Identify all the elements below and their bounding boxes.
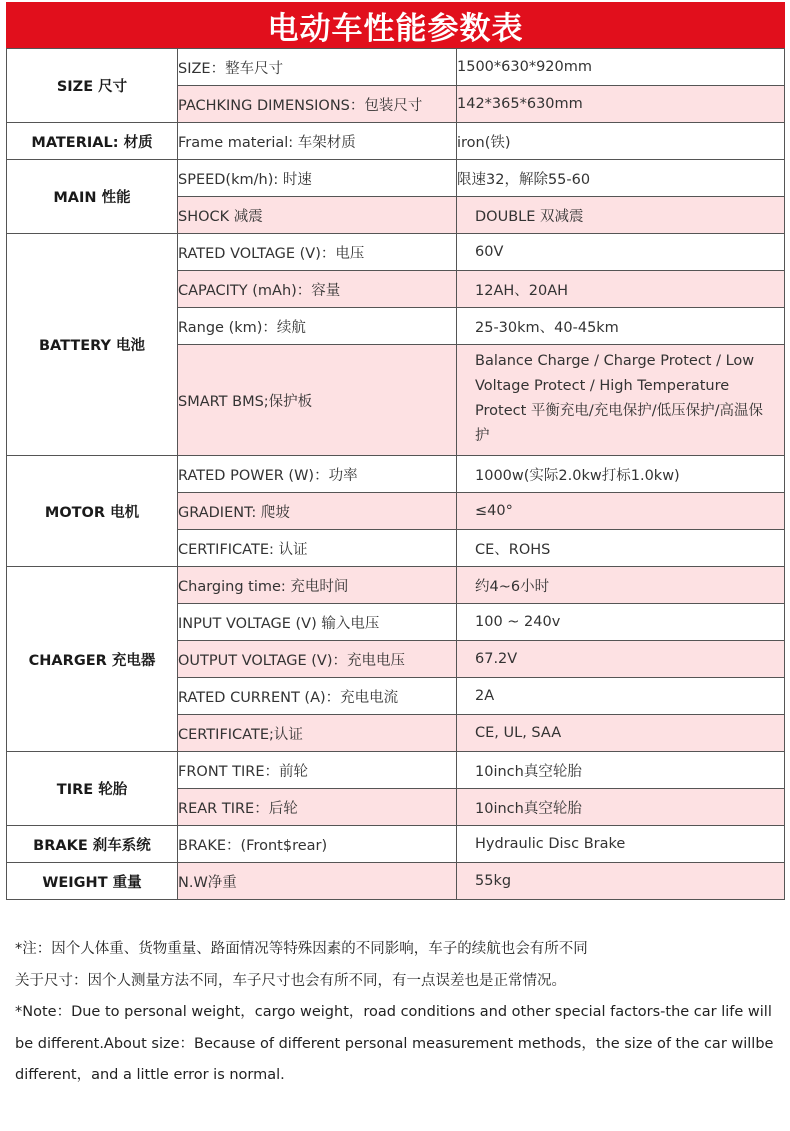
- param-label: RATED POWER (W)：功率: [178, 456, 457, 493]
- table-row: [7, 160, 785, 197]
- param-label: N.W净重: [178, 863, 457, 900]
- param-value: 60V: [457, 234, 785, 271]
- param-label: SHOCK 减震: [178, 197, 457, 234]
- note-en: *Note：Due to personal weight，cargo weight，road conditions and other special factors-the car life will be different.About size：Because of different personal measurement methods，the size of the car willbe different，and a little error is normal.: [15, 1004, 774, 1083]
- param-value: 限速32，解除55-60: [457, 160, 785, 197]
- param-label: OUTPUT VOLTAGE (V)：充电电压: [178, 641, 457, 678]
- param-value: 2A: [457, 678, 785, 715]
- param-value: 142*365*630mm: [457, 86, 785, 123]
- table-row: [7, 234, 785, 271]
- category-motor: MOTOR 电机: [7, 456, 178, 567]
- param-value: 1500*630*920mm: [457, 49, 785, 86]
- param-label: Charging time: 充电时间: [178, 567, 457, 604]
- param-value: 10inch真空轮胎: [457, 752, 785, 789]
- table-row: [7, 49, 785, 86]
- table-row: [7, 123, 785, 160]
- category-charger: CHARGER 充电器: [7, 567, 178, 752]
- category-main: MAIN 性能: [7, 160, 178, 234]
- param-label: SMART BMS;保护板: [178, 345, 457, 456]
- spec-table: [6, 48, 785, 900]
- param-value: iron(铁): [457, 123, 785, 160]
- table-row: [7, 863, 785, 900]
- table-row: [7, 456, 785, 493]
- param-label: GRADIENT: 爬坡: [178, 493, 457, 530]
- param-label: CERTIFICATE: 认证: [178, 530, 457, 567]
- param-value: 约4~6小时: [457, 567, 785, 604]
- param-label: FRONT TIRE：前轮: [178, 752, 457, 789]
- param-value: Hydraulic Disc Brake: [457, 826, 785, 863]
- param-label: Range (km)：续航: [178, 308, 457, 345]
- table-row: [7, 567, 785, 604]
- param-value: 1000w(实际2.0kw打标1.0kw): [457, 456, 785, 493]
- param-value: 10inch真空轮胎: [457, 789, 785, 826]
- param-value: 55kg: [457, 863, 785, 900]
- param-label: CERTIFICATE;认证: [178, 715, 457, 752]
- param-value: 25-30km、40-45km: [457, 308, 785, 345]
- category-size: SIZE 尺寸: [7, 49, 178, 123]
- note-size-cn: 关于尺寸：因个人测量方法不同，车子尺寸也会有所不同，有一点误差也是正常情况。: [15, 972, 566, 989]
- param-label: REAR TIRE：后轮: [178, 789, 457, 826]
- param-value: ≤40°: [457, 493, 785, 530]
- param-value: 12AH、20AH: [457, 271, 785, 308]
- category-brake: BRAKE 刹车系统: [7, 826, 178, 863]
- param-value: [457, 345, 785, 456]
- param-label: RATED VOLTAGE (V)：电压: [178, 234, 457, 271]
- table-row: [7, 826, 785, 863]
- footnotes: [15, 934, 775, 1092]
- category-material: MATERIAL: 材质: [7, 123, 178, 160]
- note-range-cn: *注：因个人体重、货物重量、路面情况等特殊因素的不同影响，车子的续航也会有所不同: [15, 941, 588, 957]
- param-value: DOUBLE 双减震: [457, 197, 785, 234]
- param-value: CE, UL, SAA: [457, 715, 785, 752]
- param-label: SIZE：整车尺寸: [178, 49, 457, 86]
- category-battery: BATTERY 电池: [7, 234, 178, 456]
- category-tire: TIRE 轮胎: [7, 752, 178, 826]
- category-weight: WEIGHT 重量: [7, 863, 178, 900]
- param-label: SPEED(km/h): 时速: [178, 160, 457, 197]
- param-label: PACHKING DIMENSIONS：包装尺寸: [178, 86, 457, 123]
- param-value: 67.2V: [457, 641, 785, 678]
- param-label: Frame material: 车架材质: [178, 123, 457, 160]
- param-value: 100 ~ 240v: [457, 604, 785, 641]
- table-title: 电动车性能参数表: [6, 2, 785, 48]
- param-label: CAPACITY (mAh)：容量: [178, 271, 457, 308]
- param-label: INPUT VOLTAGE (V) 输入电压: [178, 604, 457, 641]
- bms-description: Balance Charge / Charge Protect / Low Voltage Protect / High Temperature Protect 平衡充电/充电保护/低压保护/高温保护: [475, 353, 764, 444]
- param-label: RATED CURRENT (A)：充电电流: [178, 678, 457, 715]
- param-label: BRAKE：(Front$rear): [178, 826, 457, 863]
- table-row: [7, 752, 785, 789]
- param-value: CE、ROHS: [457, 530, 785, 567]
